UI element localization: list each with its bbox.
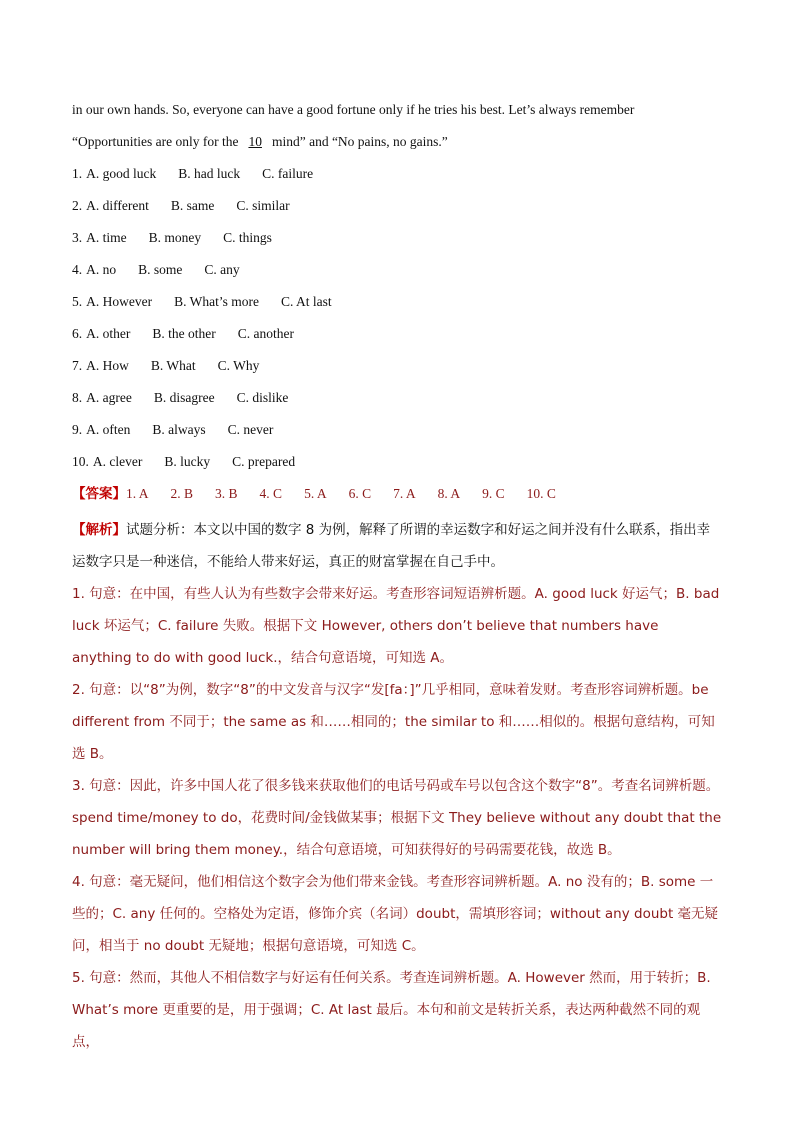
question-row	[72, 322, 722, 354]
question-row	[72, 450, 722, 482]
option-c: C. another	[237, 326, 294, 341]
option-c: C. dislike	[236, 390, 289, 405]
answer-label: 【答案】	[72, 486, 126, 501]
answer-value: 7. A	[393, 486, 416, 501]
question-number: 1.	[72, 166, 83, 181]
question-number: 10.	[72, 454, 89, 469]
option-b: B. disagree	[153, 390, 215, 405]
question-list	[72, 162, 722, 482]
option-b: B. had luck	[178, 166, 241, 181]
question-number: 3.	[72, 230, 83, 245]
option-a: A. However	[86, 294, 153, 309]
answer-value: 6. C	[348, 486, 372, 501]
question-row	[72, 290, 722, 322]
option-b: B. lucky	[164, 454, 211, 469]
option-b: B. the other	[152, 326, 216, 341]
answer-value: 4. C	[259, 486, 283, 501]
question-row	[72, 226, 722, 258]
option-b: B. What’s more	[174, 294, 259, 309]
option-c: C. Why	[217, 358, 260, 373]
question-row	[72, 194, 722, 226]
option-c: C. things	[223, 230, 272, 245]
question-number: 5.	[72, 294, 83, 309]
answer-value: 10. C	[526, 486, 556, 501]
analysis-item-3: 3. 句意：因此，许多中国人花了很多钱来获取他们的电话号码或车号以包含这个数字“8”。考查名词辨析题。spend time/money to do，花费时间/金钱做某事；根据下文 They believe without any doubt that the number will bring them money.，结合句意语境，可知获得好的号码需要花钱，故选 B。	[72, 778, 722, 858]
question-row	[72, 386, 722, 418]
question-row	[72, 418, 722, 450]
analysis-item-2: 2. 句意：以“8”为例，数字“8”的中文发音与汉字“发[fa：]”几乎相同，意味着发财。考查形容词辨析题。be different from 不同于；the same as 和……相同的；the similar to 和……相似的。根据句意结构，可知选 B。	[72, 682, 715, 762]
analysis-item-5: 5. 句意：然而，其他人不相信数字与好运有任何关系。考查连词辨析题。A. However 然而，用于转折；B. What’s more 更重要的是，用于强调；C. At last 最后。本句和前文是转折关系，表达两种截然不同的观点，	[72, 970, 711, 1050]
option-a: A. How	[86, 358, 129, 373]
option-a: A. good luck	[86, 166, 157, 181]
question-number: 8.	[72, 390, 83, 405]
option-a: A. no	[86, 262, 117, 277]
option-a: A. agree	[86, 390, 132, 405]
passage-line-1: in our own hands. So, everyone can have a good fortune only if he tries his best. Let’s always remember	[72, 102, 635, 117]
question-number: 2.	[72, 198, 83, 213]
option-b: B. money	[148, 230, 202, 245]
answer-value: 8. A	[437, 486, 461, 501]
analysis-item-4: 4. 句意：毫无疑问，他们相信这个数字会为他们带来金钱。考查形容词辨析题。A. no 没有的；B. some 一些的；C. any 任何的。空格处为定语，修饰介宾（名词）doubt，需填形容词；without any doubt 毫无疑问，相当于 no doubt 无疑地；根据句意语境，可知选 C。	[72, 874, 719, 954]
analysis-intro-text: 试题分析：本文以中国的数字 8 为例，解释了所谓的幸运数字和好运之间并没有什么联系，指出幸运数字只是一种迷信，不能给人带来好运，真正的财富掌握在自己手中。	[72, 522, 711, 570]
question-row	[72, 354, 722, 386]
option-c: C. failure	[262, 166, 314, 181]
analysis-item-1: 1. 句意：在中国，有些人认为有些数字会带来好运。考查形容词短语辨析题。A. good luck 好运气；B. bad luck 坏运气；C. failure 失败。根据下文 However, others don’t believe that numbers have anything to do with good luck.，结合句意语境，可知选 A。	[72, 586, 720, 666]
passage-line-2-pre: “Opportunities are only for the	[72, 134, 239, 149]
answer-value: 2. B	[170, 486, 194, 501]
analysis-label: 【解析】	[72, 522, 126, 538]
option-b: B. some	[138, 262, 183, 277]
question-number: 4.	[72, 262, 83, 277]
option-c: C. any	[204, 262, 240, 277]
option-a: A. clever	[92, 454, 143, 469]
answer-value: 1. A	[126, 486, 149, 501]
question-row	[72, 162, 722, 194]
analysis-intro	[72, 514, 722, 578]
option-b: B. same	[170, 198, 215, 213]
passage-line-2-post: mind” and “No pains, no gains.”	[271, 134, 448, 149]
blank-10: 10	[248, 134, 262, 149]
answer-values	[126, 486, 578, 501]
answer-line	[72, 482, 722, 514]
option-b: B. always	[152, 422, 206, 437]
document-page	[72, 98, 722, 1058]
passage-line-2	[72, 130, 722, 162]
option-a: A. time	[86, 230, 127, 245]
question-number: 9.	[72, 422, 83, 437]
answer-value: 3. B	[215, 486, 238, 501]
option-a: A. other	[86, 326, 131, 341]
option-b: B. What	[150, 358, 196, 373]
question-number: 7.	[72, 358, 83, 373]
answer-value: 5. A	[304, 486, 327, 501]
option-c: C. similar	[236, 198, 290, 213]
option-a: A. often	[86, 422, 131, 437]
question-number: 6.	[72, 326, 83, 341]
option-a: A. different	[86, 198, 149, 213]
question-row	[72, 258, 722, 290]
option-c: C. never	[227, 422, 274, 437]
option-c: C. At last	[280, 294, 332, 309]
option-c: C. prepared	[232, 454, 296, 469]
answer-value: 9. C	[482, 486, 505, 501]
